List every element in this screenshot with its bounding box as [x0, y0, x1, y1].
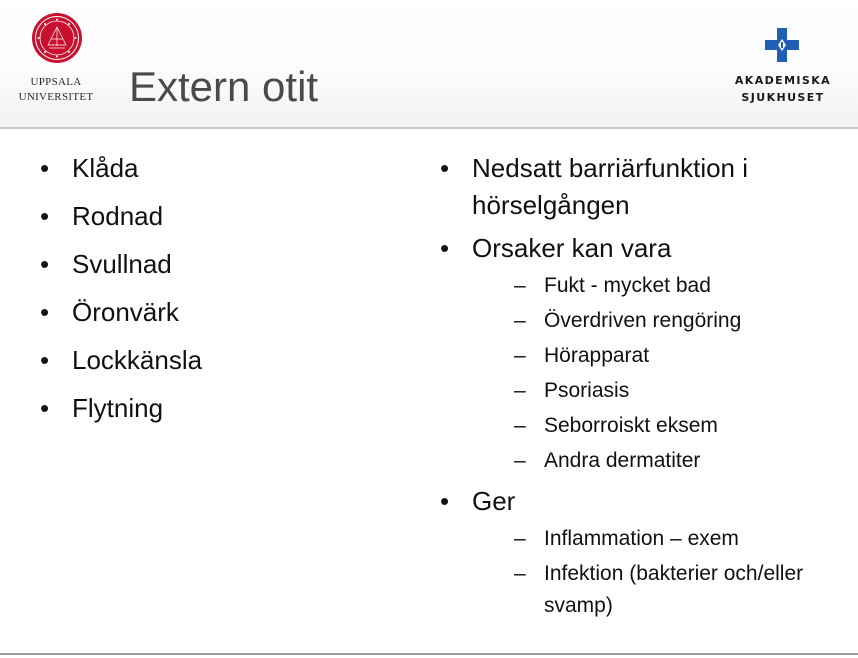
list-item-label: Ger: [472, 486, 516, 516]
uppsala-seal-icon: [31, 12, 83, 64]
list-item-label: Orsaker kan vara: [472, 233, 672, 263]
sub-list-item: [472, 523, 840, 555]
sub-list-item-label: Inflammation – exem: [544, 527, 739, 550]
footer-divider: [0, 653, 858, 655]
bullet: •: [40, 153, 50, 183]
list-item: [40, 150, 400, 187]
dash: –: [514, 344, 526, 367]
akademiska-wordmark-line2: SJUKHUSET: [741, 91, 825, 104]
bullet: •: [40, 393, 50, 423]
list-item: [440, 483, 840, 622]
akademiska-wordmark: [718, 72, 848, 106]
sub-list-item: [472, 270, 840, 302]
bullet: •: [440, 153, 450, 183]
sub-list-item-label: Seborroiskt eksem: [544, 414, 718, 437]
bullet: •: [440, 486, 450, 516]
uppsala-wordmark-line1: UPPSALA: [30, 76, 82, 88]
symptom-list: [40, 150, 400, 438]
list-item: [40, 198, 400, 235]
list-item: [440, 230, 840, 477]
list-item-label: Rodnad: [72, 201, 164, 231]
dash: –: [514, 379, 526, 402]
list-item-label: Flytning: [72, 393, 164, 423]
uppsala-wordmark-line2: UNIVERSITET: [18, 91, 94, 103]
slide-title: Extern otit: [129, 63, 319, 110]
list-item-label: Klåda: [72, 153, 139, 183]
sub-list-item-label: Andra dermatiter: [544, 449, 701, 472]
dash: –: [514, 527, 526, 550]
sub-list-item: [472, 410, 840, 442]
sub-list: [472, 523, 840, 622]
list-item: [40, 246, 400, 283]
sub-list-item-label: Psoriasis: [544, 379, 630, 402]
bullet: •: [40, 201, 50, 231]
sub-list-item-label: Hörapparat: [544, 344, 650, 367]
list-item-label: Svullnad: [72, 249, 172, 279]
sub-list-item-label: Infektion (bakterier och/eller svamp): [544, 562, 804, 617]
sub-list-item: [472, 445, 840, 477]
list-item-label: Nedsatt barriärfunktion i hörselgången: [472, 153, 749, 220]
sub-list-item-label: Överdriven rengöring: [544, 309, 742, 332]
akademiska-cross-icon: [765, 28, 799, 62]
sub-list-item: [472, 305, 840, 337]
list-item: [40, 294, 400, 331]
dash: –: [514, 274, 526, 297]
cause-list: [440, 150, 840, 628]
sub-list-item: [472, 375, 840, 407]
akademiska-wordmark-line1: AKADEMISKA: [734, 74, 832, 87]
uppsala-universitet-logo: [8, 12, 104, 112]
list-item: [440, 150, 840, 224]
uppsala-wordmark: [8, 75, 104, 105]
bullet: •: [40, 345, 50, 375]
bullet: •: [40, 249, 50, 279]
bullet: •: [440, 233, 450, 263]
dash: –: [514, 414, 526, 437]
dash: –: [514, 562, 526, 585]
dash: –: [514, 449, 526, 472]
sub-list-item: [472, 558, 840, 622]
list-item-label: Öronvärk: [72, 297, 179, 327]
sub-list-item-label: Fukt - mycket bad: [544, 274, 711, 297]
bullet: •: [40, 297, 50, 327]
list-item-label: Lockkänsla: [72, 345, 203, 375]
sub-list: [472, 270, 840, 477]
list-item: [40, 390, 400, 427]
dash: –: [514, 309, 526, 332]
header-divider: [0, 127, 858, 129]
akademiska-sjukhuset-logo: [718, 28, 848, 112]
sub-list-item: [472, 340, 840, 372]
list-item: [40, 342, 400, 379]
